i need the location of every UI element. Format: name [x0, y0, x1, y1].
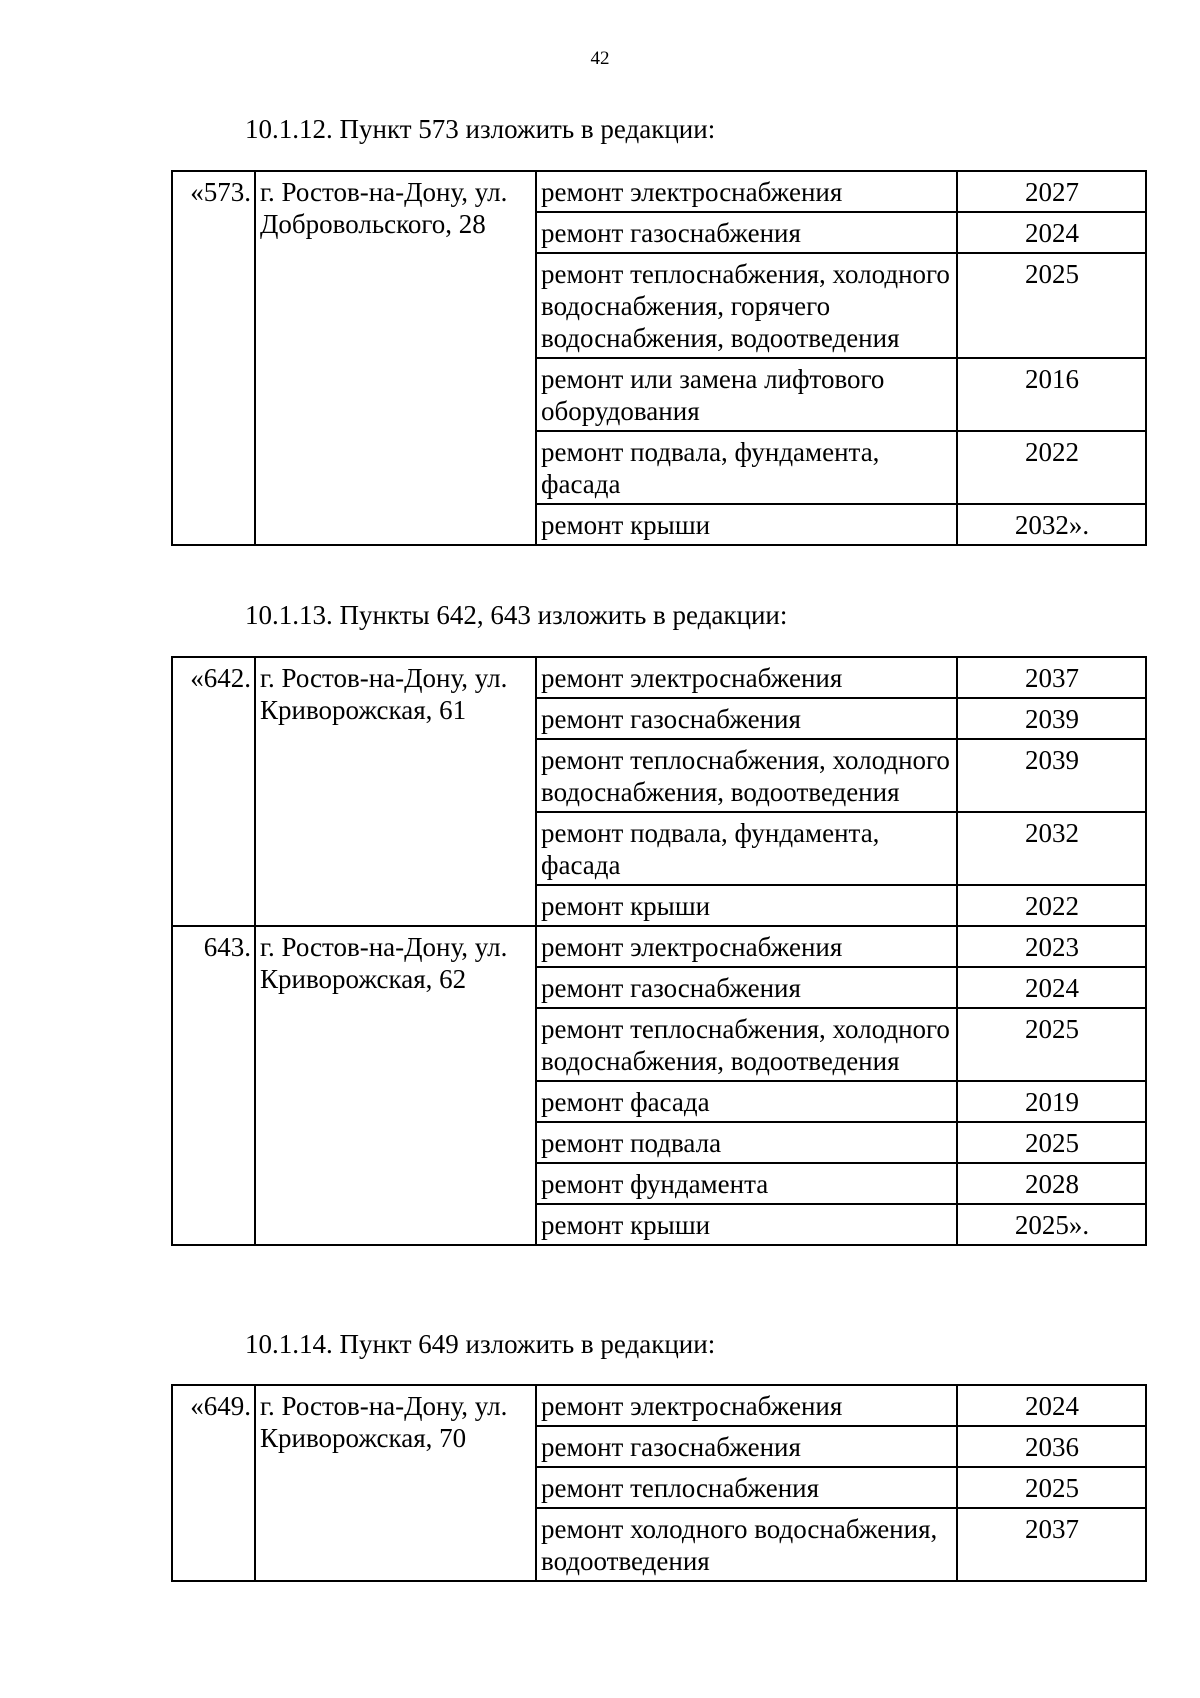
- work-year: 2037: [957, 657, 1146, 698]
- work-type: ремонт электроснабжения: [536, 926, 957, 967]
- work-type: ремонт фасада: [536, 1081, 957, 1122]
- item-number: «649.: [172, 1385, 255, 1581]
- work-year: 2025: [957, 1008, 1146, 1081]
- work-type: ремонт подвала: [536, 1122, 957, 1163]
- items-table-642-643: [171, 656, 1147, 1246]
- table-row: [172, 171, 1146, 212]
- work-type: ремонт или замена лифтового оборудования: [536, 358, 957, 431]
- work-year: 2028: [957, 1163, 1146, 1204]
- item-number: «642.: [172, 657, 255, 926]
- section-heading-642-643: 10.1.13. Пункты 642, 643 изложить в редакции:: [245, 600, 788, 630]
- work-type: ремонт подвала, фундамента, фасада: [536, 812, 957, 885]
- work-year: 2022: [957, 431, 1146, 504]
- work-type: ремонт газоснабжения: [536, 698, 957, 739]
- work-type: ремонт газоснабжения: [536, 967, 957, 1008]
- work-type: ремонт электроснабжения: [536, 171, 957, 212]
- work-type: ремонт холодного водоснабжения, водоотведения: [536, 1508, 957, 1581]
- work-year: 2022: [957, 885, 1146, 926]
- work-year: 2016: [957, 358, 1146, 431]
- work-type: ремонт фундамента: [536, 1163, 957, 1204]
- table-row: [172, 657, 1146, 698]
- work-type: ремонт крыши: [536, 1204, 957, 1245]
- work-type: ремонт подвала, фундамента, фасада: [536, 431, 957, 504]
- items-table-649: [171, 1384, 1147, 1582]
- item-address: г. Ростов-на-Дону, ул. Криворожская, 62: [255, 926, 536, 1245]
- item-address: г. Ростов-на-Дону, ул. Криворожская, 61: [255, 657, 536, 926]
- work-type: ремонт электроснабжения: [536, 1385, 957, 1426]
- work-type: ремонт электроснабжения: [536, 657, 957, 698]
- item-address: г. Ростов-на-Дону, ул. Криворожская, 70: [255, 1385, 536, 1581]
- work-year: 2027: [957, 171, 1146, 212]
- item-address: г. Ростов-на-Дону, ул. Добровольского, 28: [255, 171, 536, 545]
- work-type: ремонт теплоснабжения, холодного водоснабжения, горячего водоснабжения, водоотведения: [536, 253, 957, 358]
- work-year: 2025».: [957, 1204, 1146, 1245]
- work-year: 2039: [957, 698, 1146, 739]
- work-year: 2024: [957, 967, 1146, 1008]
- work-year: 2024: [957, 212, 1146, 253]
- work-type: ремонт теплоснабжения, холодного водоснабжения, водоотведения: [536, 1008, 957, 1081]
- work-type: ремонт крыши: [536, 504, 957, 545]
- work-year: 2032».: [957, 504, 1146, 545]
- table-row: [172, 926, 1146, 967]
- work-type: ремонт теплоснабжения: [536, 1467, 957, 1508]
- work-year: 2025: [957, 253, 1146, 358]
- items-table-573: [171, 170, 1147, 546]
- work-year: 2025: [957, 1467, 1146, 1508]
- page-number: 42: [590, 48, 610, 69]
- section-heading-649: 10.1.14. Пункт 649 изложить в редакции:: [245, 1329, 716, 1359]
- item-number: 643.: [172, 926, 255, 1245]
- work-year: 2032: [957, 812, 1146, 885]
- work-year: 2019: [957, 1081, 1146, 1122]
- work-type: ремонт газоснабжения: [536, 212, 957, 253]
- work-year: 2024: [957, 1385, 1146, 1426]
- work-year: 2023: [957, 926, 1146, 967]
- section-heading-573: 10.1.12. Пункт 573 изложить в редакции:: [245, 114, 716, 144]
- work-year: 2025: [957, 1122, 1146, 1163]
- work-year: 2039: [957, 739, 1146, 812]
- table-row: [172, 1385, 1146, 1426]
- work-year: 2036: [957, 1426, 1146, 1467]
- work-type: ремонт теплоснабжения, холодного водоснабжения, водоотведения: [536, 739, 957, 812]
- item-number: «573.: [172, 171, 255, 545]
- work-type: ремонт крыши: [536, 885, 957, 926]
- work-type: ремонт газоснабжения: [536, 1426, 957, 1467]
- work-year: 2037: [957, 1508, 1146, 1581]
